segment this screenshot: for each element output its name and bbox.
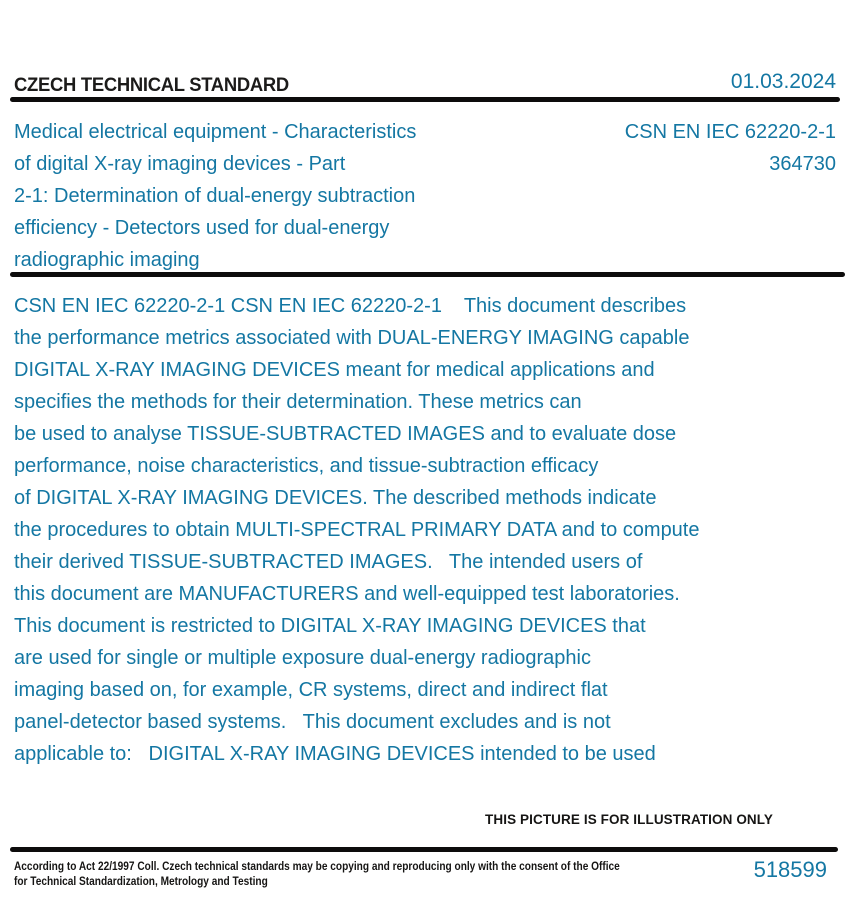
abstract-line: This document is restricted to DIGITAL X-RAY IMAGING DEVICES that (14, 615, 646, 637)
standard-title-line: Medical electrical equipment - Characteristics (14, 121, 417, 143)
abstract-line: be used to analyse TISSUE-SUBTRACTED IMAGES and to evaluate dose (14, 423, 677, 445)
abstract-line: this document are MANUFACTURERS and well-equipped test laboratories. (14, 583, 680, 605)
standard-designation: CSN EN IEC 62220-2-1 (624, 121, 836, 143)
abstract-line: are used for single or multiple exposure dual-energy radiographic (14, 647, 591, 669)
abstract-line: of DIGITAL X-RAY IMAGING DEVICES. The described methods indicate (14, 487, 657, 509)
standard-title-line: of digital X-ray imaging devices - Part (14, 153, 346, 175)
abstract-line: applicable to: DIGITAL X-RAY IMAGING DEVICES intended to be used (14, 743, 656, 765)
standard-title-line: 2-1: Determination of dual-energy subtraction (14, 185, 416, 207)
header-divider-rule (10, 97, 840, 102)
abstract-line: CSN EN IEC 62220-2-1 CSN EN IEC 62220-2-1 This document describes (14, 295, 687, 317)
abstract-line: performance, noise characteristics, and tissue-subtraction efficacy (14, 455, 599, 477)
abstract-text (14, 290, 700, 770)
standard-title-line: efficiency - Detectors used for dual-energy (14, 217, 390, 239)
standard-reference-block (625, 116, 836, 180)
copyright-legal-line: for Technical Standardization, Metrology and Testing (14, 876, 268, 888)
abstract-line: specifies the methods for their determination. These metrics can (14, 391, 582, 413)
footer-divider-rule (10, 847, 838, 852)
issue-date: 01.03.2024 (730, 70, 836, 93)
standard-class-number: 364730 (769, 153, 836, 175)
illustration-only-note: THIS PICTURE IS FOR ILLUSTRATION ONLY (485, 812, 773, 827)
abstract-line: the procedures to obtain MULTI-SPECTRAL PRIMARY DATA and to compute (14, 519, 700, 541)
abstract-line: DIGITAL X-RAY IMAGING DEVICES meant for medical applications and (14, 359, 655, 381)
abstract-line: panel-detector based systems. This document excludes and is not (14, 711, 611, 733)
standard-title (14, 116, 416, 276)
abstract-line: imaging based on, for example, CR systems, direct and indirect flat (14, 679, 608, 701)
abstract-line: the performance metrics associated with DUAL-ENERGY IMAGING capable (14, 327, 690, 349)
document-type-heading: CZECH TECHNICAL STANDARD (14, 75, 289, 96)
standard-title-line: radiographic imaging (14, 249, 200, 271)
catalog-number: 518599 (753, 857, 827, 882)
copyright-legal-line: According to Act 22/1997 Coll. Czech technical standards may be copying and reproducing only with the consent of the Office (14, 861, 620, 873)
copyright-legal-text (14, 860, 620, 890)
abstract-line: their derived TISSUE-SUBTRACTED IMAGES. The intended users of (14, 551, 643, 573)
title-divider-rule (10, 272, 845, 277)
